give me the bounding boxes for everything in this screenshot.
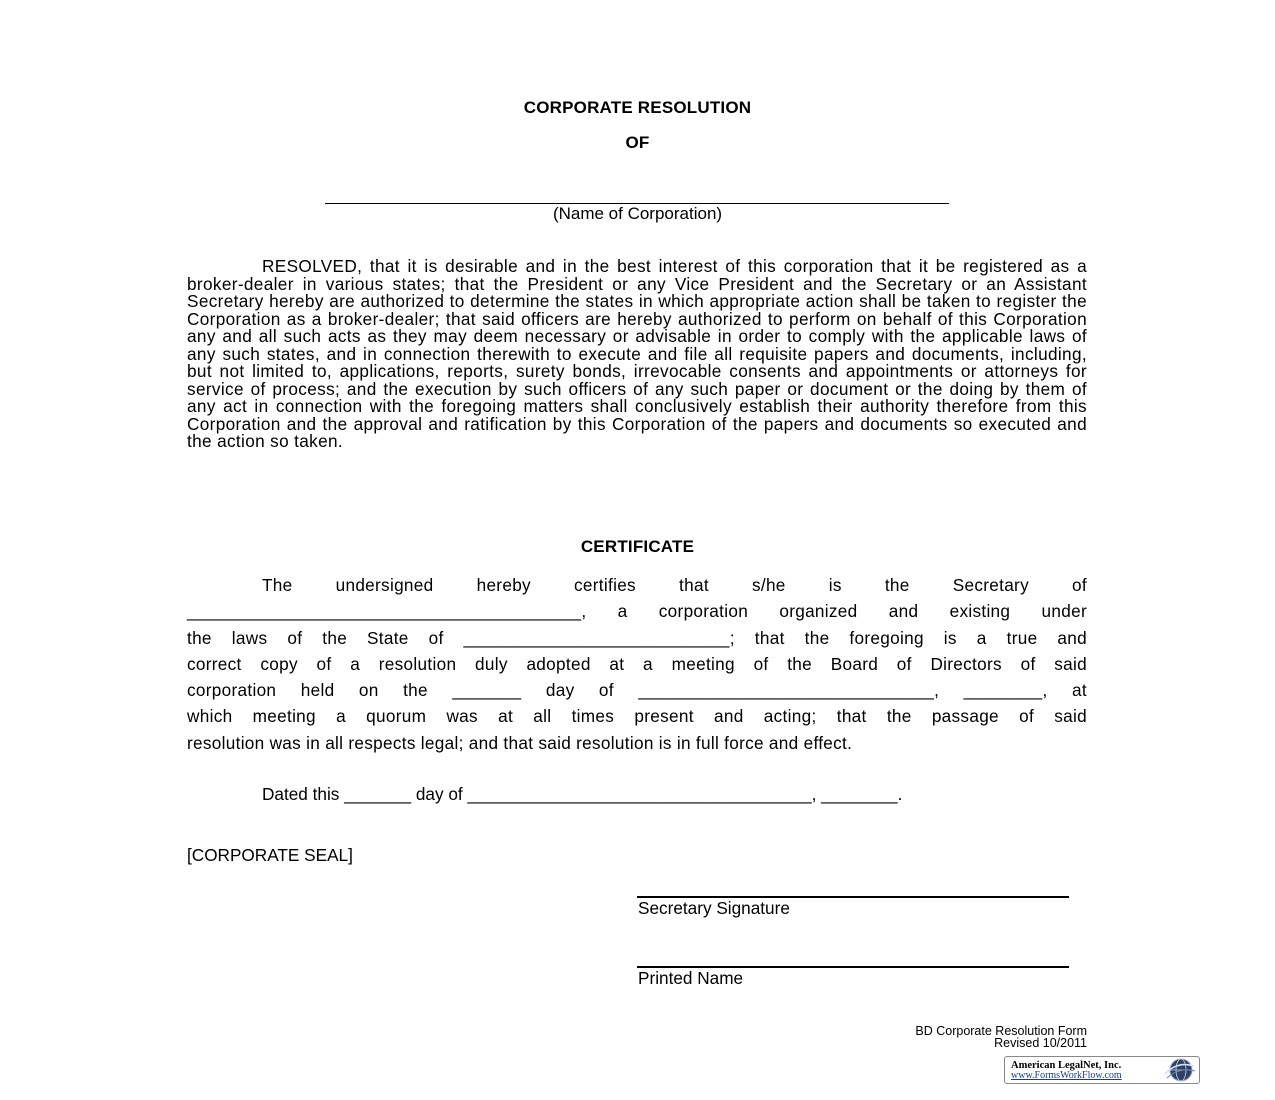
printed-name-label: Printed Name bbox=[638, 968, 744, 988]
form-name: BD Corporate Resolution Form bbox=[915, 1024, 1087, 1038]
certificate-line: the laws of the State of ___________________________; that the foregoing is a true and bbox=[187, 627, 1087, 648]
certificate-line: The undersigned hereby certifies that s/he is the Secretary of bbox=[262, 575, 1087, 595]
certificate-line: correct copy of a resolution duly adopted at a meeting of the Board of Directors of said bbox=[187, 653, 1087, 674]
resolution-paragraph: RESOLVED, that it is desirable and in the best interest of this corporation that it be registered as a broker-dealer in various states; that the President or any Vice President and the Secretary or an Assistant Secretary hereby are authorized to determine the states in which appropriate action shall be taken to register the Corporation as a broker-dealer; that said officers are hereby authorized to perform on behalf of this Corporation any and all such acts as they may deem necessary or advisable in order to comply with the applicable laws of any such states, and in connection therewith to execute and file all requisite papers and documents, including, but not limited to, applications, reports, surety bonds, irrevocable consents and appointments or attorneys for service of process; and the execution by such officers of any such paper or document or the doing by them of any act in connection with the foregoing matters shall conclusively establish their authority therefore from this Corporation and the approval and ratification by this Corporation of the papers and documents so executed and the action so taken. bbox=[187, 256, 1087, 452]
certificate-paragraph bbox=[187, 572, 1087, 756]
secretary-signature-label: Secretary Signature bbox=[638, 898, 790, 918]
certificate-line: resolution was in all respects legal; and that said resolution is in full force and effect. bbox=[187, 732, 853, 753]
corporation-name-caption: (Name of Corporation) bbox=[552, 204, 723, 223]
corporate-seal-label: [CORPORATE SEAL] bbox=[187, 845, 353, 865]
globe-logo-icon bbox=[1161, 1057, 1197, 1083]
document-title: CORPORATE RESOLUTION bbox=[523, 98, 752, 117]
certificate-line: ________________________________________, a corporation organized and existing under bbox=[187, 601, 1087, 622]
certificate-line: corporation held on the _______ day of ______________________________, ________, at bbox=[187, 680, 1087, 701]
certificate-line: which meeting a quorum was at all times present and acting; that the passage of said bbox=[187, 706, 1087, 727]
dated-line: Dated this _______ day of ____________________________________, ________. bbox=[262, 784, 903, 804]
american-legalnet-badge[interactable] bbox=[1004, 1056, 1200, 1084]
form-revision: Revised 10/2011 bbox=[994, 1036, 1087, 1050]
certificate-title: CERTIFICATE bbox=[580, 537, 695, 556]
badge-company-name: American LegalNet, Inc. bbox=[1011, 1060, 1122, 1071]
document-title-of: OF bbox=[625, 133, 650, 152]
badge-url-link[interactable]: www.FormsWorkFlow.com bbox=[1011, 1070, 1122, 1081]
